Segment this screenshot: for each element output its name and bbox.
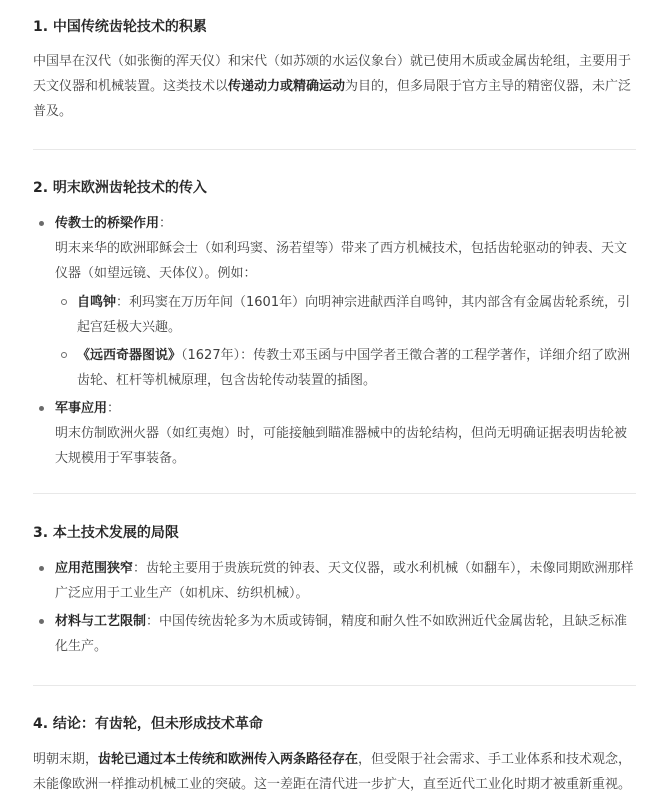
section-1 bbox=[33, 0, 636, 124]
section-4-paragraph bbox=[33, 747, 636, 797]
list-item-label-line bbox=[55, 396, 636, 421]
list-item-label: 应用范围狭窄 bbox=[55, 561, 134, 576]
list-item-label: 传教士的桥梁作用 bbox=[55, 216, 160, 231]
sub-item-text: ：利玛窦在万历年间（1601年）向明神宗进献西洋自鸣钟，其内部含有金属齿轮系统，引起宫廷极大兴趣。 bbox=[77, 295, 631, 335]
section-2 bbox=[33, 177, 636, 471]
list-item-missionaries bbox=[33, 211, 636, 393]
sub-item-label: 自鸣钟 bbox=[77, 295, 117, 310]
divider-1 bbox=[33, 149, 636, 150]
section-4-heading: 4. 结论：有齿轮，但未形成技术革命 bbox=[33, 716, 263, 732]
section-2-list bbox=[33, 211, 636, 471]
label-colon: ： bbox=[159, 216, 173, 231]
section-3 bbox=[33, 522, 636, 659]
list-item-label-line bbox=[55, 211, 636, 236]
list-item-military bbox=[33, 396, 636, 471]
section-1-emphasis: 传递动力或精确运动 bbox=[228, 79, 346, 94]
sub-item-label: 《远西奇器图说》 bbox=[77, 348, 182, 363]
section-1-text-a: 中国早在汉代（如张衡的浑天仪）和宋代（如苏颂的水运仪象台）就已使用木质或金属齿轮组，主要用于天文仪器和机械装置。这类技术以 bbox=[33, 54, 632, 94]
sub-item-text: （1627年）：传教士邓玉函与中国学者王徵合著的工程学著作，详细介绍了欧洲齿轮、杠杆等机械原理，包含齿轮传动装置的插图。 bbox=[77, 348, 631, 388]
list-item-text: 明末仿制欧洲火器（如红夷炮）时，可能接触到瞄准器械中的齿轮结构，但尚无明确证据表明齿轮被大规模用于军事装备。 bbox=[55, 426, 628, 466]
section-4 bbox=[33, 713, 636, 797]
section-4-emphasis: 齿轮已通过本土传统和欧洲传入两条路径存在 bbox=[98, 752, 359, 767]
sub-item-book bbox=[55, 343, 636, 393]
divider-3 bbox=[33, 685, 636, 686]
list-item-label: 材料与工艺限制 bbox=[55, 614, 147, 629]
sub-item-clock bbox=[55, 290, 636, 340]
list-item-text: 明末来华的欧洲耶稣会士（如利玛窦、汤若望等）带来了西方机械技术，包括齿轮驱动的钟表、天文仪器（如望远镜、天体仪）。例如： bbox=[55, 241, 628, 281]
label-colon: ： bbox=[107, 401, 121, 416]
list-item-scope bbox=[33, 556, 636, 606]
divider-2 bbox=[33, 493, 636, 494]
section-3-heading: 3. 本土技术发展的局限 bbox=[33, 525, 179, 541]
section-1-text-b: 为目的，但多局限于官方主导的精密仪器，未广泛普及。 bbox=[33, 79, 632, 119]
section-2-heading: 2. 明末欧洲齿轮技术的传入 bbox=[33, 180, 207, 196]
section-3-list bbox=[33, 556, 636, 659]
section-4-text-b: ，但受限于社会需求、手工业体系和技术观念，未能像欧洲一样推动机械工业的突破。这一差距在清代进一步扩大，直至近代工业化时期才被重新重视。 bbox=[33, 752, 632, 792]
section-4-text-a: 明朝末期， bbox=[33, 752, 99, 767]
section-1-paragraph bbox=[33, 49, 636, 124]
section-1-heading: 1. 中国传统齿轮技术的积累 bbox=[33, 19, 207, 35]
list-item-text: ：齿轮主要用于贵族玩赏的钟表、天文仪器，或水利机械（如翻车），未像同期欧洲那样广泛应用于工业生产（如机床、纺织机械）。 bbox=[55, 561, 634, 601]
list-item-materials bbox=[33, 609, 636, 659]
list-item-label: 军事应用 bbox=[55, 401, 108, 416]
list-item-text: ：中国传统齿轮多为木质或铸铜，精度和耐久性不如欧洲近代金属齿轮，且缺乏标准化生产。 bbox=[55, 614, 628, 654]
sub-list bbox=[55, 290, 636, 393]
